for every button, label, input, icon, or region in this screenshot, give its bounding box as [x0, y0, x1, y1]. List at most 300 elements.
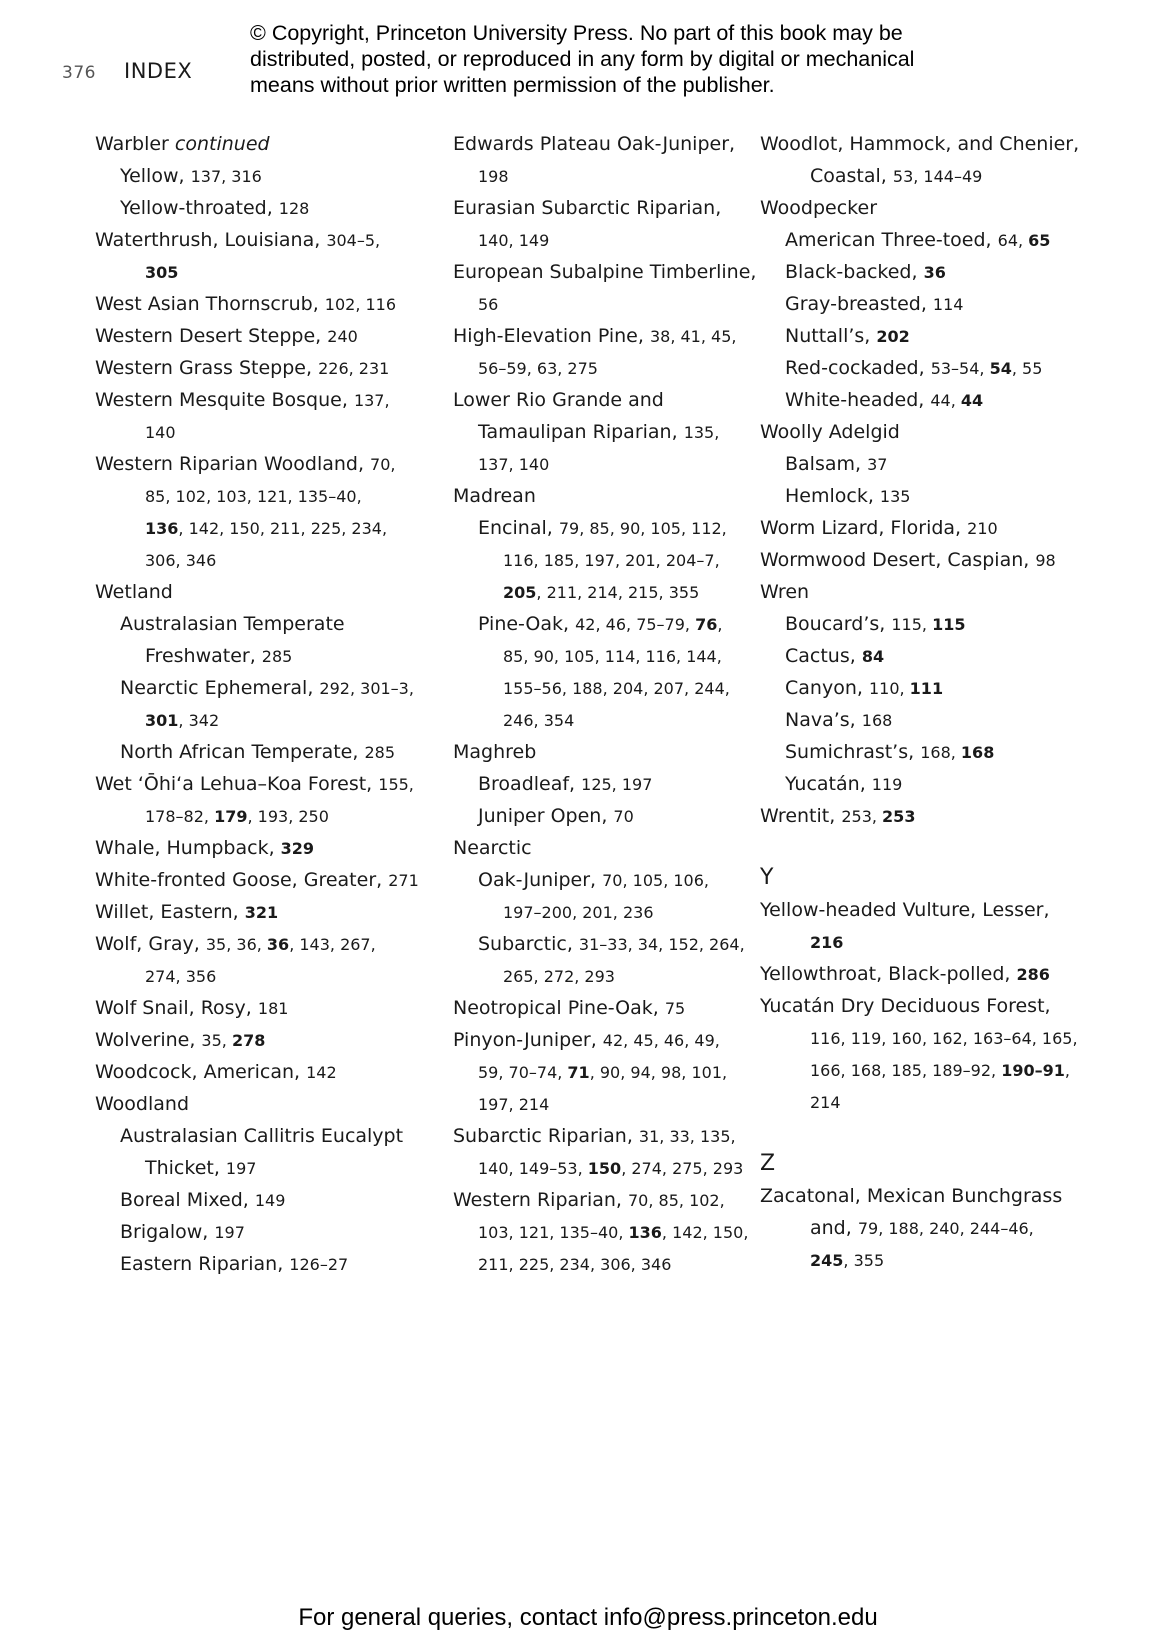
illustration-page-ref: 136: [145, 519, 179, 538]
page-references: [478, 455, 549, 474]
entry-term: Subarctic,: [478, 933, 579, 955]
entry-continued: continued: [174, 133, 270, 155]
page-references: [354, 391, 390, 410]
index-entry: [760, 894, 1090, 926]
entry-term: Thicket,: [145, 1157, 226, 1179]
page-ref: 70, 85, 102,: [628, 1191, 725, 1210]
index-entry: [95, 576, 440, 608]
index-entry: [453, 672, 753, 704]
index-entry: [453, 416, 753, 448]
entry-term: Woolly Adelgid: [760, 421, 900, 443]
entry-term: White-headed,: [785, 389, 931, 411]
page-references: [503, 647, 722, 666]
page-ref: 149: [254, 1191, 286, 1210]
index-entry: [453, 288, 753, 320]
entry-term: Neotropical Pine-Oak,: [453, 997, 665, 1019]
page-ref: 140, 149–53,: [478, 1159, 588, 1178]
entry-term: Red-cockaded,: [785, 357, 931, 379]
page-ref: 271: [388, 871, 419, 890]
page-ref: 226, 231: [318, 359, 390, 378]
page-ref: 37: [867, 455, 888, 474]
index-entry: [453, 928, 753, 960]
page-ref: 214: [810, 1093, 841, 1112]
index-entry: [95, 256, 440, 288]
index-entry: [95, 704, 440, 736]
index-entry: [453, 128, 753, 160]
page-ref: 246, 354: [503, 711, 575, 730]
index-entry: [95, 544, 440, 576]
page-ref: 53, 144–49: [892, 167, 983, 186]
page-ref: 135,: [683, 423, 720, 442]
index-entry: [95, 320, 440, 352]
index-entry: [760, 384, 1090, 416]
index-entry: [95, 288, 440, 320]
page-references: [810, 933, 843, 952]
page-references: [613, 807, 633, 826]
entry-term: Wolf Snail, Rosy,: [95, 997, 258, 1019]
page-ref: 102, 116: [324, 295, 397, 314]
page-references: [370, 455, 395, 474]
index-entry: [760, 800, 1090, 832]
page-references: [684, 423, 720, 442]
index-entry: [760, 224, 1090, 256]
page-references: [478, 1095, 549, 1114]
page-ref: 285: [364, 743, 395, 762]
page-ref: 128: [278, 199, 310, 218]
illustration-page-ref: 71: [567, 1063, 590, 1082]
index-entry: [760, 1054, 1090, 1086]
page-ref: , 211, 214, 215, 355: [536, 583, 700, 602]
index-entry: [95, 960, 440, 992]
page-ref: 44,: [930, 391, 961, 410]
entry-term: Woodpecker: [760, 197, 878, 219]
page-ref: 79, 188, 240, 244–46,: [857, 1219, 1034, 1238]
copyright-notice: [250, 20, 970, 98]
page-ref: 168,: [920, 743, 961, 762]
entry-term: High-Elevation Pine,: [453, 325, 650, 347]
illustration-page-ref: 44: [960, 391, 984, 410]
index-entry: [453, 352, 753, 384]
page-references: [841, 807, 915, 826]
entry-term: Yellow-throated,: [120, 197, 279, 219]
index-entry: [95, 896, 440, 928]
index-entry: [453, 448, 753, 480]
page-ref: 137,: [353, 391, 390, 410]
illustration-page-ref: 286: [1016, 965, 1050, 984]
entry-term: Willet, Eastern,: [95, 901, 245, 923]
index-entry: [760, 640, 1090, 672]
page-references: [924, 263, 946, 282]
index-entry: [453, 480, 753, 512]
page-references: [503, 711, 574, 730]
page-references: [503, 583, 699, 602]
index-entry: [95, 480, 440, 512]
illustration-page-ref: 305: [145, 263, 179, 282]
page-references: [872, 775, 903, 794]
illustration-page-ref: 36: [923, 263, 946, 282]
entry-term: Eastern Riparian,: [120, 1253, 290, 1275]
illustration-page-ref: 216: [810, 933, 844, 952]
index-entry: [760, 448, 1090, 480]
page-ref: , 193, 250: [247, 807, 329, 826]
illustration-page-ref: 168: [960, 743, 995, 762]
page-references: [933, 295, 964, 314]
entry-term: Nearctic: [453, 837, 532, 859]
illustration-page-ref: 115: [932, 615, 966, 634]
index-entry: [95, 768, 440, 800]
entry-term: Black-backed,: [785, 261, 924, 283]
page-references: [478, 1223, 748, 1242]
page-ref: 56–59, 63, 275: [478, 359, 598, 378]
page-ref: 285: [261, 647, 293, 666]
page-references: [201, 1031, 265, 1050]
section-letter: Z: [760, 1151, 776, 1176]
entry-term: Boreal Mixed,: [120, 1189, 255, 1211]
page-ref: 178–82,: [145, 807, 215, 826]
entry-term: Western Grass Steppe,: [95, 357, 319, 379]
page-references: [478, 1063, 727, 1082]
entry-term: Woodland: [95, 1093, 190, 1115]
page-ref: 64,: [997, 231, 1029, 250]
entry-term: Australasian Callitris Eucalypt: [120, 1125, 404, 1147]
page-references: [327, 327, 358, 346]
entry-term: Zacatonal, Mexican Bunchgrass: [760, 1185, 1063, 1207]
copyright-line: distributed, posted, or reproduced in any form by digital or mechanical: [250, 47, 915, 71]
page-references: [1017, 965, 1050, 984]
index-entry: [760, 1180, 1090, 1212]
page-ref: 135: [879, 487, 911, 506]
entry-term: Coastal,: [810, 165, 893, 187]
index-entry: [453, 576, 753, 608]
page-references: [579, 935, 745, 954]
illustration-page-ref: 36: [266, 935, 290, 954]
index-entry: [95, 1152, 440, 1184]
page-ref: 114: [932, 295, 964, 314]
illustration-page-ref: 84: [861, 647, 885, 666]
index-entry: [95, 736, 440, 768]
running-head: INDEX: [124, 59, 193, 83]
entry-term: Western Riparian,: [453, 1189, 628, 1211]
entry-term: Maghreb: [453, 741, 537, 763]
page-ref: 292, 301–3,: [319, 679, 414, 698]
index-entry: [760, 512, 1090, 544]
entry-term: Australasian Temperate: [120, 613, 345, 635]
page-references: [478, 1255, 671, 1274]
page-ref: , 142, 150, 211, 225, 234,: [178, 519, 388, 538]
page-ref: , 90, 94, 98, 101,: [589, 1063, 728, 1082]
index-entry: [760, 192, 1090, 224]
footer-contact: For general queries, contact info@press.princeton.edu: [298, 1604, 878, 1631]
page-ref: 59, 70–74,: [478, 1063, 568, 1082]
index-entry: [760, 416, 1090, 448]
page-references: [862, 711, 893, 730]
page-ref: 155–56, 188, 204, 207, 244,: [503, 679, 730, 698]
page-references: [650, 327, 737, 346]
page-ref: 198: [478, 167, 509, 186]
page-references: [581, 775, 652, 794]
page-ref: 211, 225, 234, 306, 346: [478, 1255, 672, 1274]
entry-term: Whale, Humpback,: [95, 837, 281, 859]
index-entry: [453, 1216, 753, 1248]
page-references: [289, 1255, 348, 1274]
entry-term: Broadleaf,: [478, 773, 582, 795]
page-ref: 42, 45, 46, 49,: [602, 1031, 720, 1050]
index-entry: [95, 224, 440, 256]
entry-term: Pine-Oak,: [478, 613, 576, 635]
entry-term: Wetland: [95, 581, 173, 603]
page-references: [810, 1029, 1078, 1048]
page-references: [876, 327, 909, 346]
entry-term: Nearctic Ephemeral,: [120, 677, 320, 699]
page-ref: 31–33, 34, 152, 264,: [578, 935, 745, 954]
index-entry: [453, 960, 753, 992]
entry-term: Western Mesquite Bosque,: [95, 389, 354, 411]
index-entry: [760, 958, 1090, 990]
index-entry: [453, 864, 753, 896]
index-entry: [760, 576, 1090, 608]
index-entry: [453, 608, 753, 640]
page-ref: 125, 197: [581, 775, 653, 794]
section-spacer: [760, 1118, 1090, 1148]
page-ref: 142: [306, 1063, 337, 1082]
page-ref: 70, 105, 106,: [602, 871, 709, 890]
index-entry: [453, 896, 753, 928]
page-ref: , 274, 275, 293: [621, 1159, 744, 1178]
page-ref: 35, 36,: [205, 935, 267, 954]
index-entry: [760, 990, 1090, 1022]
page-ref: 306, 346: [145, 551, 217, 570]
index-entry: [95, 384, 440, 416]
index-entry: [760, 1086, 1090, 1118]
page-ref: 137, 140: [478, 455, 550, 474]
illustration-page-ref: 76: [695, 615, 718, 634]
index-column-1: [95, 128, 440, 1280]
page-ref: 197, 214: [478, 1095, 550, 1114]
entry-term: Wolverine,: [95, 1029, 202, 1051]
page-references: [810, 1093, 841, 1112]
index-entry: [453, 1088, 753, 1120]
page-ref: 31, 33, 135,: [638, 1127, 736, 1146]
page-references: [145, 423, 176, 442]
page-references: [258, 999, 289, 1018]
illustration-page-ref: 245: [810, 1251, 844, 1270]
index-entry: [760, 704, 1090, 736]
page-ref: 75: [664, 999, 686, 1018]
page-references: [998, 231, 1051, 250]
page-references: [858, 1219, 1034, 1238]
index-entry: [453, 1152, 753, 1184]
page-ref: 79, 85, 90, 105, 112,: [558, 519, 727, 538]
page-references: [559, 519, 727, 538]
illustration-page-ref: 111: [909, 679, 944, 698]
illustration-page-ref: 136: [628, 1223, 662, 1242]
entry-term: Woodlot, Hammock, and Chenier,: [760, 133, 1080, 155]
page-ref: 304–5,: [326, 231, 381, 250]
page-references: [503, 551, 720, 570]
page-references: [145, 711, 219, 730]
illustration-page-ref: 301: [145, 711, 179, 730]
illustration-page-ref: 54: [989, 359, 1012, 378]
entry-term: Wren: [760, 581, 810, 603]
entry-term: and,: [810, 1217, 858, 1239]
page-ref: 253,: [841, 807, 883, 826]
index-entry: [453, 512, 753, 544]
entry-term: Gray-breasted,: [785, 293, 933, 315]
illustration-page-ref: 202: [876, 327, 910, 346]
page-ref: 155,: [378, 775, 414, 794]
page-references: [478, 231, 549, 250]
page-references: [628, 1191, 725, 1210]
page-references: [893, 167, 982, 186]
page-references: [503, 679, 730, 698]
page-references: [279, 199, 310, 218]
index-entry: [453, 192, 753, 224]
index-entry: [95, 1184, 440, 1216]
page-references: [306, 1063, 337, 1082]
page-references: [145, 263, 178, 282]
index-entry: [95, 928, 440, 960]
page-ref: 85, 90, 105, 114, 116, 144,: [503, 647, 722, 666]
index-entry: [95, 1248, 440, 1280]
page-ref: 103, 121, 135–40,: [478, 1223, 629, 1242]
index-entry: [453, 544, 753, 576]
page-references: [603, 1031, 720, 1050]
page-references: [930, 391, 983, 410]
illustration-page-ref: 150: [587, 1159, 622, 1178]
page-ref: 70,: [370, 455, 396, 474]
index-entry: [95, 1024, 440, 1056]
index-entry: [95, 640, 440, 672]
entry-term: Encinal,: [478, 517, 559, 539]
page-references: [891, 615, 965, 634]
entry-term: Edwards Plateau Oak-Juniper,: [453, 133, 736, 155]
index-entry: [760, 160, 1090, 192]
page-references: [145, 487, 362, 506]
page-ref: 126–27: [289, 1255, 349, 1274]
index-entry: [760, 256, 1090, 288]
page-number: 376: [62, 63, 96, 83]
page-ref: 53–54,: [930, 359, 990, 378]
illustration-page-ref: 253: [882, 807, 916, 826]
page-references: [478, 1159, 743, 1178]
page-references: [880, 487, 911, 506]
page-ref: 137, 316: [190, 167, 262, 186]
page-references: [226, 1159, 257, 1178]
entry-term: Juniper Open,: [478, 805, 614, 827]
index-entry: [760, 1212, 1090, 1244]
page-references: [665, 999, 685, 1018]
entry-term: Warbler: [95, 133, 175, 155]
index-entry: [453, 832, 753, 864]
page-references: [326, 231, 380, 250]
index-entry: [453, 1248, 753, 1280]
page-ref: 274, 356: [145, 967, 217, 986]
entry-term: Sumichrast’s,: [785, 741, 921, 763]
entry-term: Brigalow,: [120, 1221, 215, 1243]
page-ref: 38, 41, 45,: [649, 327, 737, 346]
illustration-page-ref: 205: [503, 583, 537, 602]
entry-term: Yucatán Dry Deciduous Forest,: [760, 995, 1051, 1017]
page-references: [281, 839, 314, 858]
index-entry: [95, 416, 440, 448]
index-entry: [95, 352, 440, 384]
page-references: [810, 1251, 884, 1270]
entry-term: Canyon,: [785, 677, 869, 699]
entry-term: Nava’s,: [785, 709, 862, 731]
page-ref: 116, 185, 197, 201, 204–7,: [503, 551, 720, 570]
page-references: [869, 679, 943, 698]
index-entry: [760, 544, 1090, 576]
page-ref: 98: [1035, 551, 1056, 570]
index-entry: [95, 1056, 440, 1088]
page-references: [145, 519, 387, 538]
index-entry: [453, 640, 753, 672]
index-entry: [95, 192, 440, 224]
entry-term: Balsam,: [785, 453, 868, 475]
page-references: [318, 359, 389, 378]
illustration-page-ref: 329: [280, 839, 315, 858]
page-references: [388, 871, 419, 890]
page-ref: 265, 272, 293: [503, 967, 615, 986]
entry-term: Nuttall’s,: [785, 325, 877, 347]
page-references: [931, 359, 1043, 378]
page-ref: 140, 149: [478, 231, 550, 250]
page-references: [325, 295, 396, 314]
index-entry: [760, 736, 1090, 768]
page-references: [503, 903, 654, 922]
entry-term: Boucard’s,: [785, 613, 892, 635]
page-references: [214, 1223, 245, 1242]
index-entry: [453, 256, 757, 288]
index-entry: [95, 672, 440, 704]
page-references: [575, 615, 722, 634]
index-entry: [95, 1088, 440, 1120]
index-entry: [95, 512, 440, 544]
page-ref: 116, 119, 160, 162, 163–64, 165,: [810, 1029, 1078, 1048]
page-references: [364, 743, 395, 762]
page-references: [920, 743, 994, 762]
index-entry: [453, 992, 753, 1024]
illustration-page-ref: 65: [1028, 231, 1051, 250]
page-references: [503, 967, 615, 986]
page-ref: 168: [861, 711, 893, 730]
index-entry: [453, 1024, 753, 1056]
illustration-page-ref: 321: [244, 903, 279, 922]
entry-term: Cactus,: [785, 645, 862, 667]
page-references: [478, 295, 498, 314]
page-ref: 197–200, 201, 236: [503, 903, 654, 922]
entry-term: Oak-Juniper,: [478, 869, 603, 891]
index-entry: [453, 1056, 753, 1088]
entry-term: Western Riparian Woodland,: [95, 453, 371, 475]
entry-term: Subarctic Riparian,: [453, 1125, 639, 1147]
page-ref: 140: [145, 423, 176, 442]
index-entry: [95, 160, 440, 192]
entry-term: Wormwood Desert, Caspian,: [760, 549, 1036, 571]
entry-term: Pinyon-Juniper,: [453, 1029, 603, 1051]
entry-term: Yellow-headed Vulture, Lesser,: [760, 899, 1050, 921]
entry-term: American Three-toed,: [785, 229, 998, 251]
index-entry: [95, 128, 440, 160]
page-references: [862, 647, 884, 666]
entry-term: Yucatán,: [785, 773, 872, 795]
page-ref: 240: [327, 327, 358, 346]
page-references: [478, 167, 509, 186]
page-ref: 210: [967, 519, 998, 538]
index-entry: [760, 1244, 1090, 1276]
page-ref: , 143, 267,: [289, 935, 376, 954]
page-references: [191, 167, 262, 186]
